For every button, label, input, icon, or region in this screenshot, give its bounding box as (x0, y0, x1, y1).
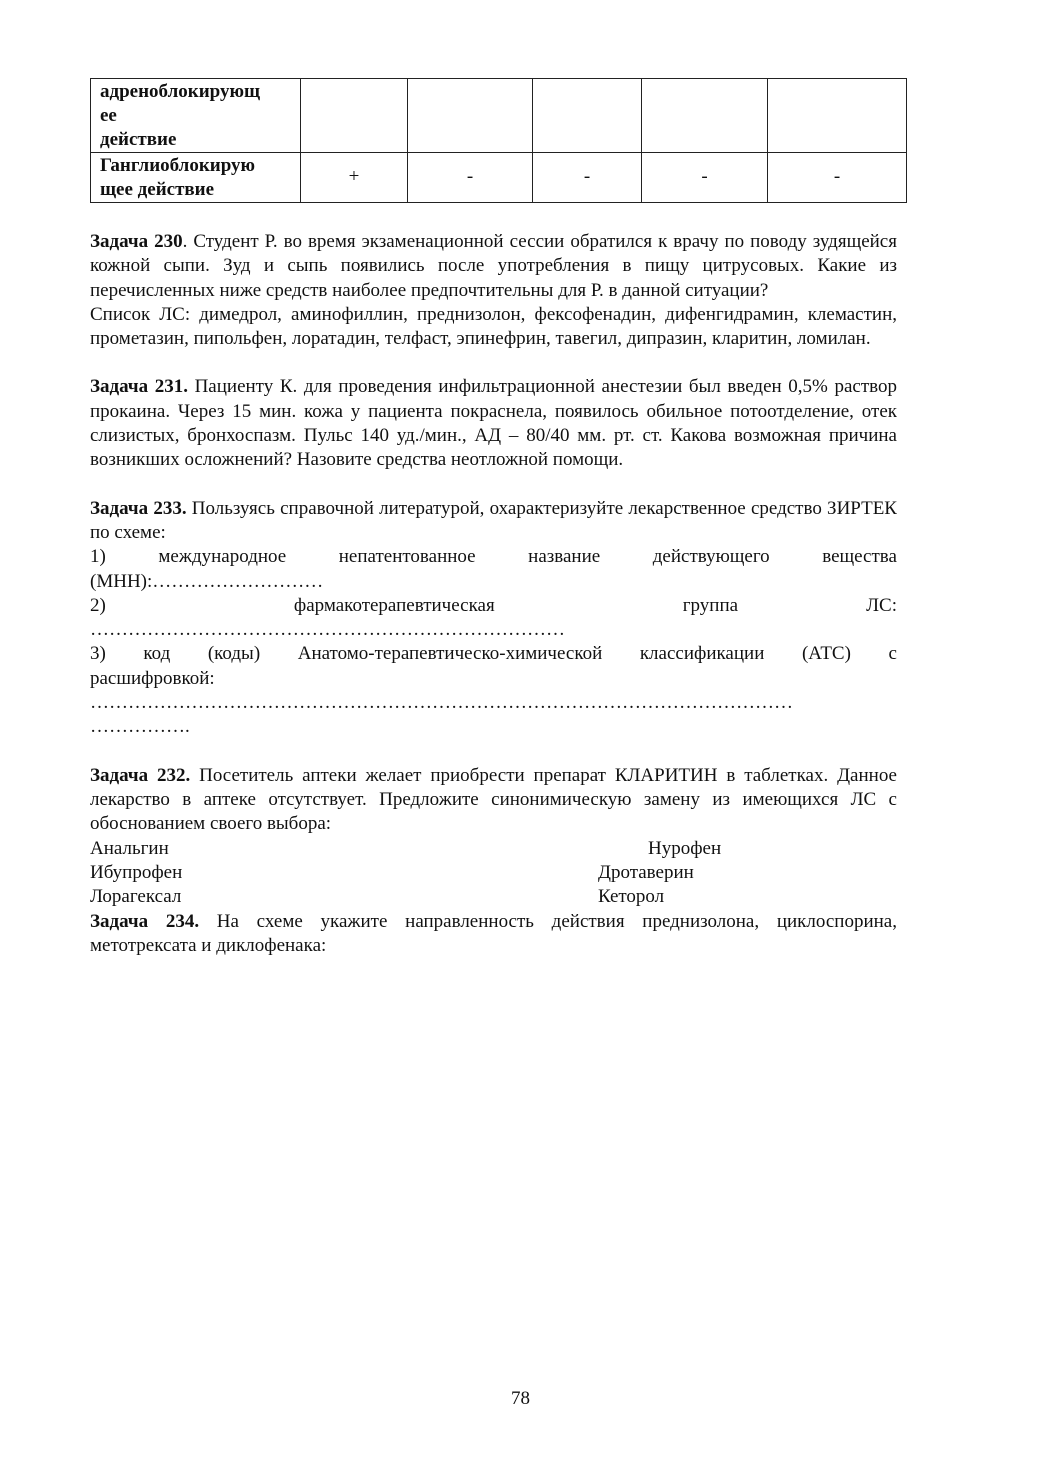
task-233-item-2-answer: ………………………………………………………………… (90, 619, 565, 641)
page-number: 78 (511, 1388, 530, 1409)
task-233-item-3 (90, 642, 897, 666)
table-cell: + (301, 153, 408, 203)
item-word: 3) (90, 643, 106, 665)
table-cell (408, 79, 533, 153)
item-word: международное (158, 546, 287, 568)
item-word: вещества (822, 546, 897, 568)
task-233-item-1-answer: (МНН):……………………… (90, 570, 324, 592)
table-cell: - (768, 153, 907, 203)
drug-option: Ибупрофен (90, 861, 183, 883)
task-label: Задача 234. (90, 910, 200, 932)
task-233 (90, 497, 897, 546)
row-header (91, 153, 301, 203)
item-word: ЛС: (866, 594, 897, 616)
table-cell: - (642, 153, 768, 203)
item-word: Анатомо-терапевтическо-химической (297, 643, 603, 665)
row-header-line: Ганглиоблокирую (100, 154, 256, 176)
task-234 (90, 910, 897, 959)
table-cell (301, 79, 408, 153)
task-231 (90, 375, 897, 472)
drug-option: Лорагексал (90, 885, 182, 907)
drug-option: Нурофен (648, 837, 722, 859)
task-230 (90, 230, 897, 303)
row-header-line: адреноблокирующ (100, 80, 261, 102)
item-word: фармакотерапевтическая (293, 594, 495, 616)
answer-dots: ……………. (90, 716, 190, 738)
task-label: Задача 233. (90, 497, 187, 519)
task-233-item-1 (90, 545, 897, 569)
row-header-line: ее (100, 104, 117, 126)
drug-option: Анальгин (90, 837, 169, 859)
answer-dots: ………………………………………………………………………………………………… (90, 692, 793, 714)
table-row (91, 153, 907, 203)
drug-option: Кеторол (598, 885, 665, 907)
drug-option: Дротаверин (598, 861, 694, 883)
table-cell (768, 79, 907, 153)
task-233-item-3-cont: расшифровкой: (90, 667, 215, 689)
task-text: Пользуясь справочной литературой, охарактеризуйте лекарственное средство ЗИРТЕК по схеме: (90, 497, 897, 543)
row-header-line: действие (100, 128, 177, 150)
item-word: код (143, 643, 171, 665)
row-header (91, 79, 301, 153)
item-word: классификации (639, 643, 765, 665)
item-word: с (888, 643, 897, 665)
item-word: непатентованное (338, 546, 476, 568)
page-content (90, 78, 897, 958)
table-cell: - (408, 153, 533, 203)
drug-options (90, 837, 897, 910)
item-word: группа (682, 594, 739, 616)
task-label: Задача 230 (90, 231, 183, 252)
item-word: название (528, 546, 601, 568)
task-text: На схеме укажите направленность действия преднизолона, циклоспорина, метотрексата и диклофенака: (90, 910, 897, 956)
row-header-line: щее действие (100, 178, 215, 200)
task-230-drug-list: Список ЛС: димедрол, аминофиллин, преднизолон, фексофенадин, дифенгидрамин, клемастин, прометазин, пипольфен, лоратадин, телфаст, эпинефрин, тавегил, дипразин, кларитин, ломилан. (90, 303, 897, 350)
item-word: 1) (90, 546, 106, 568)
task-label: Задача 232. (90, 764, 191, 786)
item-word: (АТС) (801, 643, 851, 665)
table-cell: - (533, 153, 642, 203)
task-text: Пациенту К. для проведения инфильтрационной анестезии был введен 0,5% раствор прокаина. Через 15 мин. кожа у пациента покраснела, появилось обильное потоотделение, отек слизистых, бронхоспазм. Пульс 140 уд./мин., АД – 80/40 мм. рт. ст. Какова возможная причина возникших осложнений? Назовите средства неотложной помощи. (90, 376, 897, 471)
item-word: (коды) (207, 643, 261, 665)
table-cell (642, 79, 768, 153)
task-text: Посетитель аптеки желает приобрести препарат КЛАРИТИН в таблетках. Данное лекарство в аптеке отсутствует. Предложите синонимическую замену из имеющихся ЛС с обоснованием своего выбора: (90, 764, 897, 835)
table-row (91, 79, 907, 153)
task-text: . Студент Р. во время экзаменационной сессии обратился к врачу по поводу зудящейся кожной сыпи. Зуд и сыпь появились после употребления в пищу цитрусовых. Какие из перечисленных ниже средств наиболее предпочтительны для Р. в данной ситуации? (90, 231, 897, 301)
task-label: Задача 231. (90, 376, 188, 398)
properties-table (90, 78, 907, 203)
item-word: действующего (652, 546, 770, 568)
table-cell (533, 79, 642, 153)
task-232 (90, 764, 897, 837)
item-word: 2) (90, 594, 106, 616)
task-233-item-2 (90, 594, 897, 618)
